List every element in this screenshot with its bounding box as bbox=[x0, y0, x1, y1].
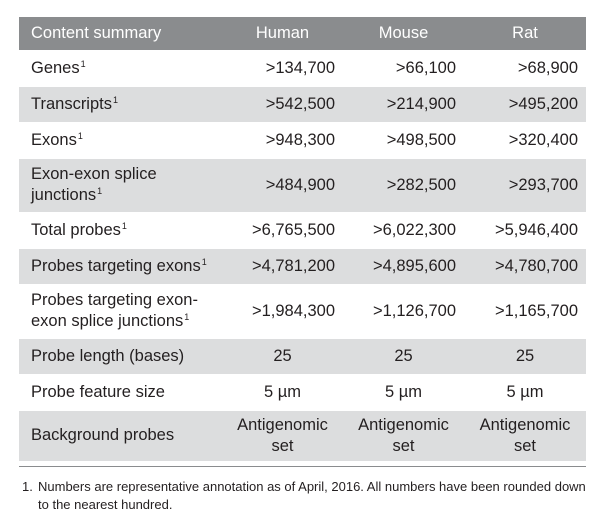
header-rat: Rat bbox=[512, 23, 538, 42]
cell-human: 5 µm bbox=[263, 382, 301, 401]
cell-human: 25 bbox=[273, 346, 292, 365]
row-label: Probes targeting exon- exon splice junctions$^1$ bbox=[31, 291, 198, 330]
cell-rat: 5 µm bbox=[506, 382, 544, 401]
cell-human: >484,900 bbox=[265, 175, 335, 194]
header-content-summary: Content summary bbox=[31, 23, 162, 42]
table-row bbox=[19, 212, 586, 248]
table-row bbox=[19, 374, 586, 410]
cell-rat: Antigenomic set bbox=[479, 415, 571, 455]
row-label: Probe feature size bbox=[31, 382, 165, 401]
cell-human: >134,700 bbox=[265, 58, 335, 77]
cell-mouse: 5 µm bbox=[384, 382, 422, 401]
row-label: Probes targeting exons$^1$ bbox=[31, 256, 207, 275]
cell-mouse: 25 bbox=[394, 346, 413, 365]
cell-mouse: >66,100 bbox=[395, 58, 456, 77]
cell-rat: >320,400 bbox=[508, 130, 578, 149]
row-label: Transcripts$^1$ bbox=[31, 94, 119, 113]
cell-mouse: >6,022,300 bbox=[372, 220, 456, 239]
cell-mouse: >214,900 bbox=[386, 94, 456, 113]
table-row bbox=[19, 158, 586, 212]
table-row bbox=[19, 122, 586, 158]
cell-mouse: Antigenomic set bbox=[358, 415, 449, 455]
table-row bbox=[19, 410, 586, 461]
row-label: Exon-exon splice junctions$^1$ bbox=[31, 165, 157, 204]
table-row bbox=[19, 248, 586, 284]
table-row bbox=[19, 86, 586, 122]
cell-rat: >68,900 bbox=[517, 58, 578, 77]
cell-human: >948,300 bbox=[265, 130, 335, 149]
cell-rat: >495,200 bbox=[508, 94, 578, 113]
cell-human: >542,500 bbox=[265, 94, 335, 113]
cell-mouse: >498,500 bbox=[386, 130, 456, 149]
cell-human: >1,984,300 bbox=[251, 301, 335, 320]
cell-rat: >1,165,700 bbox=[494, 301, 578, 320]
table-header-row bbox=[19, 17, 586, 50]
table-row bbox=[19, 50, 586, 86]
cell-human: >4,781,200 bbox=[251, 256, 335, 275]
cell-human: >6,765,500 bbox=[251, 220, 335, 239]
row-label: Probe length (bases) bbox=[31, 346, 185, 365]
footnote-divider bbox=[19, 466, 586, 467]
cell-rat: >5,946,400 bbox=[494, 220, 578, 239]
footnote-text: Numbers are representative annotation as of April, 2016. All numbers have been rounded down to the nearest hundred. bbox=[38, 479, 586, 512]
header-mouse: Mouse bbox=[378, 23, 429, 42]
table-row bbox=[19, 338, 586, 374]
content-summary-table bbox=[19, 17, 586, 461]
cell-mouse: >4,895,600 bbox=[372, 256, 456, 275]
table-row bbox=[19, 284, 586, 338]
cell-rat: >4,780,700 bbox=[494, 256, 578, 275]
header-human: Human bbox=[255, 23, 310, 42]
row-label: Total probes$^1$ bbox=[31, 220, 127, 239]
row-label: Genes$^1$ bbox=[31, 58, 86, 77]
footnote bbox=[22, 478, 592, 514]
cell-rat: 25 bbox=[515, 346, 535, 365]
footnote-number: 1. bbox=[22, 479, 33, 494]
cell-human: Antigenomic set bbox=[237, 415, 328, 455]
row-label: Exons$^1$ bbox=[31, 130, 83, 149]
cell-mouse: >1,126,700 bbox=[372, 301, 456, 320]
cell-rat: >293,700 bbox=[508, 175, 578, 194]
cell-mouse: >282,500 bbox=[386, 175, 456, 194]
row-label: Background probes bbox=[31, 426, 175, 445]
